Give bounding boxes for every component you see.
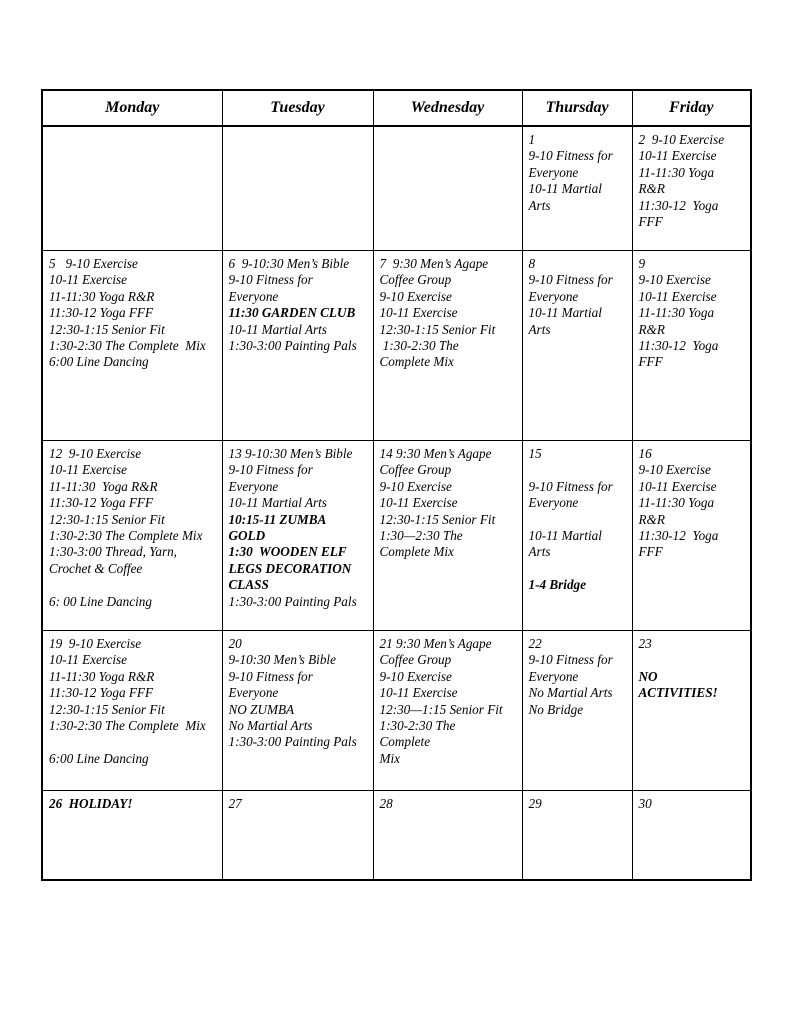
event-line: Complete bbox=[379, 734, 431, 750]
event-line: 9-10:30 Men’s Bible bbox=[228, 652, 336, 668]
event-line: Arts bbox=[528, 321, 551, 337]
day-cell bbox=[373, 791, 522, 881]
event-line: LEGS DECORATION bbox=[228, 560, 352, 576]
day-number: 26 HOLIDAY! bbox=[49, 796, 133, 811]
event-line: 1:30—2:30 The bbox=[379, 528, 463, 544]
spacer bbox=[49, 734, 218, 750]
day-cell bbox=[222, 791, 373, 881]
event-line: 11-11:30 Yoga bbox=[638, 305, 715, 321]
event-line: 6: 00 Line Dancing bbox=[49, 593, 152, 609]
event-line: 10-11 Exercise bbox=[379, 305, 458, 321]
event-line: Mix bbox=[379, 750, 401, 766]
event-line: 15 bbox=[528, 446, 542, 461]
event-line: 1:30-3:00 Painting Pals bbox=[228, 338, 357, 354]
event-line: 12:30-1:15 Senior Fit bbox=[49, 321, 165, 337]
event-line: 12:30—1:15 Senior Fit bbox=[379, 701, 503, 717]
spacer bbox=[529, 561, 628, 577]
event-line: 1-4 Bridge bbox=[528, 577, 587, 593]
event-line: 14 9:30 Men’s Agape bbox=[379, 446, 492, 461]
event-line: 27 bbox=[228, 796, 242, 811]
week-row bbox=[42, 441, 751, 631]
event-line: 10-11 Exercise bbox=[379, 685, 458, 701]
event-line: 1:30 WOODEN ELF bbox=[228, 544, 347, 560]
event-line: 12:30-1:15 Senior Fit bbox=[379, 511, 496, 527]
event-line: 1:30-2:30 The Complete Mix bbox=[49, 528, 203, 544]
event-line: 1:30-3:00 Painting Pals bbox=[228, 593, 357, 609]
event-line: 11:30-12 Yoga FFF bbox=[49, 685, 154, 701]
day-cell bbox=[42, 631, 222, 791]
event-line: 10-11 Exercise bbox=[638, 288, 717, 304]
event-line: 10-11 Exercise bbox=[49, 462, 127, 478]
week-row bbox=[42, 126, 751, 251]
day-cell bbox=[222, 631, 373, 791]
day-cell bbox=[632, 126, 751, 251]
event-line: 1:30-3:00 Painting Pals bbox=[228, 734, 357, 750]
day-cell bbox=[373, 126, 522, 251]
event-line: FFF bbox=[638, 354, 663, 370]
day-cell bbox=[222, 251, 373, 441]
event-line: Everyone bbox=[528, 288, 579, 304]
spacer bbox=[529, 512, 628, 528]
day-cell bbox=[222, 441, 373, 631]
week-row bbox=[42, 631, 751, 791]
event-line: Everyone bbox=[528, 495, 579, 511]
event-line: R&R bbox=[638, 511, 665, 527]
event-line: 6:00 Line Dancing bbox=[49, 354, 149, 370]
event-line: Arts bbox=[528, 544, 551, 560]
event-line: NO bbox=[638, 668, 658, 684]
event-line: 11:30-12 Yoga FFF bbox=[49, 305, 154, 321]
day-cell bbox=[222, 126, 373, 251]
day-cell bbox=[373, 631, 522, 791]
event-line: Coffee Group bbox=[379, 272, 452, 288]
event-line: 10-11 Exercise bbox=[49, 272, 127, 288]
event-line: 11:30 GARDEN CLUB bbox=[228, 305, 356, 321]
event-line: 22 bbox=[528, 636, 542, 651]
event-line: Complete Mix bbox=[379, 354, 454, 370]
event-line: NO ZUMBA bbox=[228, 701, 295, 717]
event-line: 1:30-2:30 The bbox=[379, 718, 456, 734]
header-row bbox=[42, 90, 751, 126]
day-cell bbox=[373, 251, 522, 441]
week-row bbox=[42, 251, 751, 441]
week-row bbox=[42, 791, 751, 881]
event-line: Arts bbox=[528, 197, 551, 213]
event-line: No Bridge bbox=[528, 701, 584, 717]
event-line: 1:30-2:30 The bbox=[379, 338, 459, 354]
event-line: 11-11:30 Yoga bbox=[638, 495, 715, 511]
day-cell bbox=[522, 791, 632, 881]
event-line: Coffee Group bbox=[379, 652, 452, 668]
event-line: Everyone bbox=[528, 164, 579, 180]
day-cell bbox=[42, 441, 222, 631]
event-line: R&R bbox=[638, 181, 665, 197]
header-thursday: Thursday bbox=[522, 90, 632, 126]
event-line: 1 bbox=[528, 132, 536, 147]
event-line: Everyone bbox=[228, 685, 279, 701]
event-line: 10-11 Martial bbox=[528, 528, 602, 543]
day-cell bbox=[632, 441, 751, 631]
day-cell bbox=[632, 631, 751, 791]
event-line: 9-10 Fitness for bbox=[228, 462, 313, 478]
event-line: GOLD bbox=[228, 528, 266, 544]
event-line: 11-11:30 Yoga R&R bbox=[49, 668, 155, 684]
event-line: 9-10 Fitness for bbox=[228, 668, 313, 684]
event-line: 9-10 Exercise bbox=[638, 462, 711, 478]
header-tuesday: Tuesday bbox=[222, 90, 373, 126]
event-line: 11:30-12 Yoga bbox=[638, 338, 719, 354]
day-cell bbox=[522, 631, 632, 791]
event-line: 12:30-1:15 Senior Fit bbox=[49, 511, 165, 527]
event-line: 1:30-2:30 The Complete Mix bbox=[49, 338, 206, 354]
event-line: 12:30-1:15 Senior Fit bbox=[49, 701, 165, 717]
event-line: 9-10 Fitness for bbox=[528, 148, 613, 164]
spacer bbox=[639, 652, 747, 668]
event-line: 9 bbox=[638, 256, 646, 271]
event-line: Crochet & Coffee bbox=[49, 560, 143, 576]
event-line: 21 9:30 Men’s Agape bbox=[379, 636, 492, 651]
day-cell bbox=[522, 441, 632, 631]
day-cell bbox=[42, 126, 222, 251]
header-friday: Friday bbox=[632, 90, 751, 126]
spacer bbox=[529, 462, 628, 478]
event-line: 11-11:30 Yoga bbox=[638, 164, 715, 180]
day-cell bbox=[632, 251, 751, 441]
event-line: 10-11 Martial Arts bbox=[228, 321, 327, 337]
event-line bbox=[49, 796, 218, 812]
event-line: 11:30-12 Yoga FFF bbox=[49, 495, 154, 511]
day-cell bbox=[42, 791, 222, 881]
event-line: 9-10 Exercise bbox=[379, 668, 452, 684]
event-line: 30 bbox=[638, 796, 652, 811]
event-line: 20 bbox=[228, 636, 242, 651]
event-line: No Martial Arts bbox=[228, 718, 313, 734]
day-cell bbox=[373, 441, 522, 631]
event-line: FFF bbox=[638, 544, 663, 560]
event-line: 9-10 Fitness for bbox=[528, 652, 613, 668]
spacer bbox=[49, 577, 218, 593]
day-cell bbox=[522, 251, 632, 441]
event-line: 10-11 Martial Arts bbox=[228, 495, 327, 511]
event-line: 10-11 Exercise bbox=[379, 495, 458, 511]
event-line: 9-10 Exercise bbox=[379, 288, 452, 304]
event-line: 10-11 Martial bbox=[528, 181, 602, 197]
day-cell bbox=[632, 791, 751, 881]
event-line: Coffee Group bbox=[379, 462, 452, 478]
event-line: 9-10 Fitness for bbox=[528, 272, 613, 288]
event-line: 9-10 Fitness for bbox=[228, 272, 313, 288]
event-line: 13 9-10:30 Men’s Bible bbox=[228, 446, 353, 461]
event-line: Everyone bbox=[528, 668, 579, 684]
event-line: 28 bbox=[379, 796, 393, 811]
event-line: R&R bbox=[638, 321, 665, 337]
day-cell bbox=[522, 126, 632, 251]
event-line: 2 9-10 Exercise bbox=[638, 132, 725, 147]
event-line: 7 9:30 Men’s Agape bbox=[379, 256, 489, 271]
event-line: Everyone bbox=[228, 478, 279, 494]
event-line: 12 9-10 Exercise bbox=[49, 446, 142, 461]
event-line: 9-10 Fitness for bbox=[528, 478, 613, 494]
event-line: No Martial Arts bbox=[528, 685, 613, 701]
event-line: 16 bbox=[638, 446, 652, 461]
event-line: 11:30-12 Yoga bbox=[638, 197, 719, 213]
event-line: FFF bbox=[638, 214, 663, 230]
event-line: 10-11 Exercise bbox=[638, 478, 717, 494]
event-line: 1:30-3:00 Thread, Yarn, bbox=[49, 544, 177, 560]
day-cell bbox=[42, 251, 222, 441]
event-line: ACTIVITIES! bbox=[638, 685, 718, 701]
calendar-table bbox=[41, 89, 752, 881]
event-line: 10-11 Exercise bbox=[638, 148, 717, 164]
event-line: Complete Mix bbox=[379, 544, 454, 560]
event-line: 5 9-10 Exercise bbox=[49, 256, 138, 271]
event-line: 11:30-12 Yoga bbox=[638, 528, 719, 544]
event-line: 9-10 Exercise bbox=[638, 272, 711, 288]
event-line: 8 bbox=[528, 256, 536, 271]
event-line: 10-11 Martial bbox=[528, 305, 602, 321]
header-wednesday: Wednesday bbox=[373, 90, 522, 126]
header-monday: Monday bbox=[42, 90, 222, 126]
event-line: 6:00 Line Dancing bbox=[49, 750, 149, 766]
event-line: 10:15-11 ZUMBA bbox=[228, 511, 327, 527]
event-line: 9-10 Exercise bbox=[379, 478, 452, 494]
event-line: 10-11 Exercise bbox=[49, 652, 127, 668]
event-line: 6 9-10:30 Men’s Bible bbox=[228, 256, 350, 271]
event-line: 29 bbox=[528, 796, 542, 811]
event-line: CLASS bbox=[228, 577, 269, 593]
event-line: Everyone bbox=[228, 288, 279, 304]
event-line: 11-11:30 Yoga R&R bbox=[49, 288, 155, 304]
event-line: 11-11:30 Yoga R&R bbox=[49, 478, 158, 494]
event-line: 23 bbox=[638, 636, 652, 651]
event-line: 1:30-2:30 The Complete Mix bbox=[49, 718, 206, 734]
event-line: 19 9-10 Exercise bbox=[49, 636, 142, 651]
event-line: 12:30-1:15 Senior Fit bbox=[379, 321, 496, 337]
